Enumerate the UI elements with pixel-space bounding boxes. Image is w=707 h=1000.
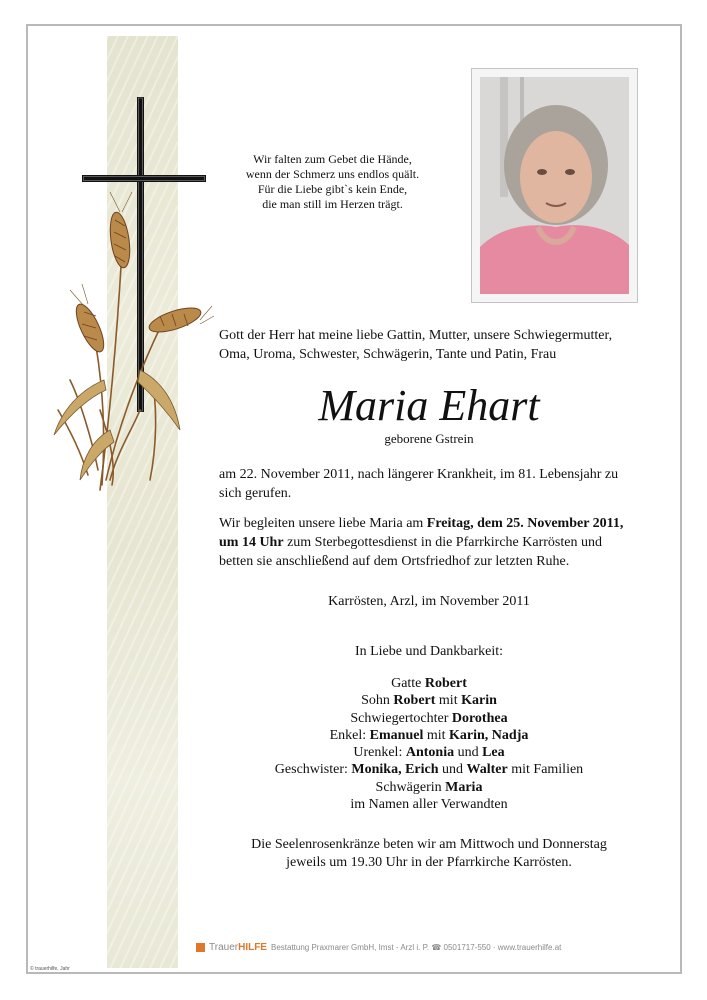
poem-line: Für die Liebe gibt`s kein Ende, (257, 182, 408, 196)
family-row-daughter-in-law: Schwiegertochter Dorothea (350, 710, 508, 726)
place-date: Karrösten, Arzl, im November 2011 (328, 594, 530, 609)
trauerhilfe-logo-icon (196, 943, 205, 952)
death-notice-line: am 22. November 2011, nach längerer Krankheit, im 81. Lebensjahr zu (219, 467, 619, 482)
funeral-line-1 (219, 514, 649, 533)
portrait-image (480, 77, 629, 294)
family-list (219, 675, 639, 813)
funeral-date: Freitag, dem 25. November 2011, (426, 516, 624, 531)
portrait-photo (471, 68, 638, 303)
funeral-text: zum Sterbegottesdienst in die Pfarrkirche Karrösten und (283, 535, 602, 550)
poem-line: Wir falten zum Gebet die Hände, (253, 152, 412, 166)
gratitude-heading: In Liebe und Dankbarkeit: (354, 644, 504, 659)
footer-brand: TrauerHILFE (209, 942, 267, 953)
rosary-line: Die Seelenrosenkränze beten wir am Mittwoch und Donnerstag (251, 837, 607, 852)
death-notice-line: sich gerufen. (219, 486, 292, 501)
intro-line: Gott der Herr hat meine liebe Gattin, Mutter, unsere Schwiegermutter, (219, 328, 613, 343)
footer (196, 942, 561, 953)
deceased-name: Maria Ehart (318, 381, 540, 430)
poem (220, 152, 445, 212)
footer-details: Bestattung Praxmarer GmbH, Imst - Arzl i. P. ☎ 0501717-550 · www.trauerhilfe.at (270, 943, 562, 952)
copyright: © trauerhilfe, Jahr (30, 966, 70, 972)
funeral-text: Wir begleiten unsere liebe Maria am (219, 516, 427, 531)
family-row-grandchildren: Enkel: Emanuel mit Karin, Nadja (329, 727, 529, 743)
family-row-husband: Gatte Robert (391, 676, 467, 691)
funeral-line-2 (219, 533, 649, 552)
maiden-name: geborene Gstrein (384, 431, 474, 446)
cross-and-wheat-icon (40, 80, 215, 500)
family-row-great-grandchildren: Urenkel: Antonia und Lea (353, 745, 505, 761)
rosary-line: jeweils um 19.30 Uhr in der Pfarrkirche Karrösten. (286, 854, 572, 870)
poem-line: die man still im Herzen trägt. (262, 197, 403, 211)
intro-text (219, 326, 649, 364)
family-row-siblings: Geschwister: Monika, Erich und Walter mit Familien (274, 762, 584, 778)
death-notice (219, 465, 649, 503)
intro-line: Oma, Uroma, Schwester, Schwägerin, Tante und Patin, Frau (219, 347, 557, 362)
rosary-info (219, 836, 639, 871)
funeral-info (219, 514, 649, 571)
poem-line: wenn der Schmerz uns endlos quält. (245, 167, 420, 181)
family-row-relatives: im Namen aller Verwandten (350, 797, 508, 813)
family-row-son: Sohn Robert mit Karin (361, 693, 497, 709)
family-row-sister-in-law: Schwägerin Maria (375, 779, 483, 795)
funeral-time: um 14 Uhr (219, 535, 284, 550)
funeral-line-3: betten sie anschließend auf dem Ortsfriedhof zur letzten Ruhe. (219, 554, 570, 569)
